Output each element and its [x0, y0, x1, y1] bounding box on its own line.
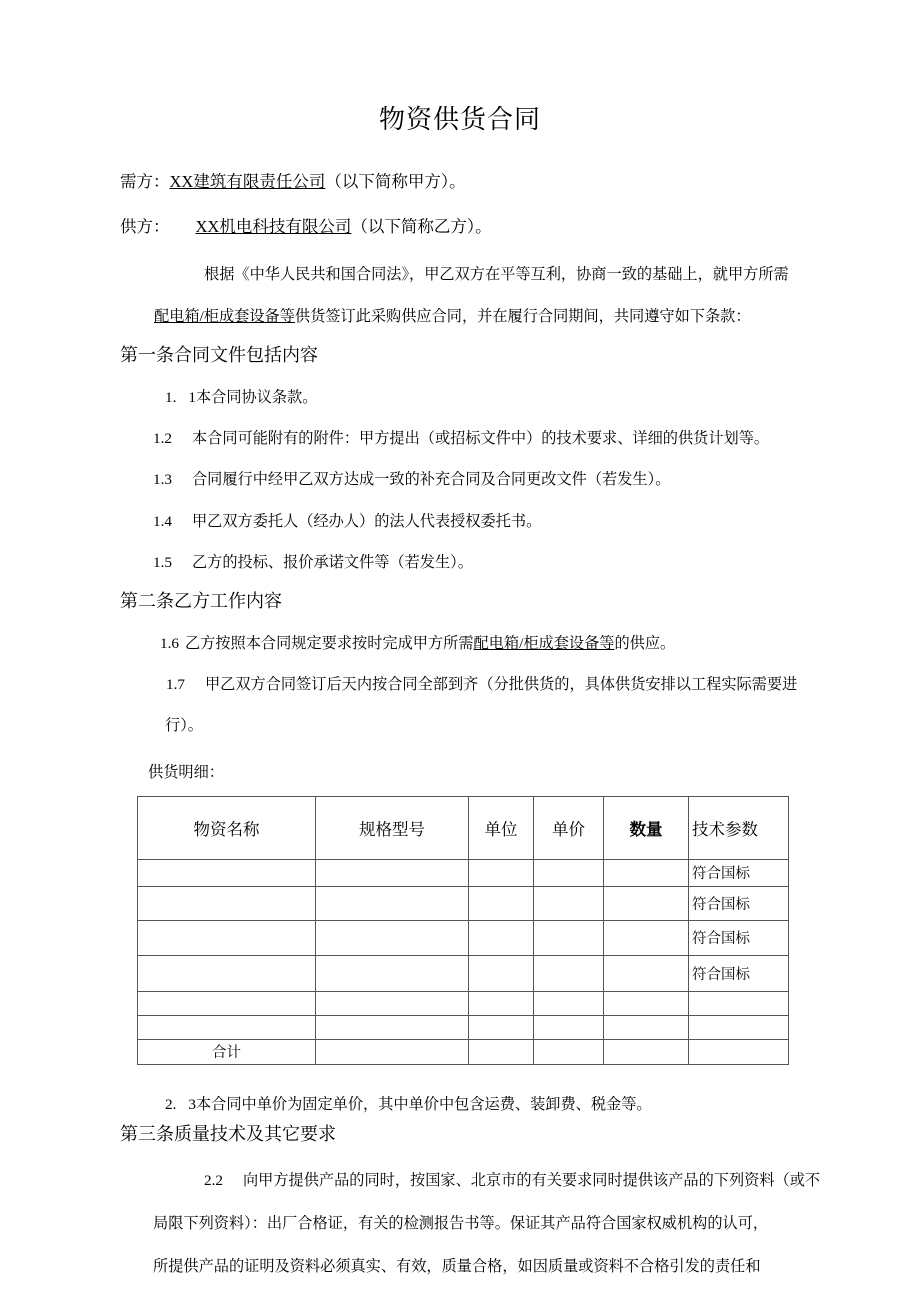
cell-unit-price[interactable]	[534, 920, 604, 955]
goods-table-head	[138, 796, 789, 859]
table-row[interactable]	[138, 955, 789, 991]
goods-table-body	[138, 859, 789, 1064]
cell-unit[interactable]	[469, 955, 534, 991]
clause-1-6-text-before: 乙方按照本合同规定要求按时完成甲方所需	[184, 634, 474, 652]
clause-1-5-number: 1.5	[153, 553, 172, 571]
cell-material-name[interactable]	[138, 886, 316, 920]
clause-2-2-text: 向甲方提供产品的同时，按国家、北京市的有关要求同时提供该产品的下列资料（或不	[242, 1171, 821, 1189]
cell-total-label[interactable]: 合计	[138, 1039, 316, 1064]
cell-material-name[interactable]	[138, 859, 316, 886]
cell-specification[interactable]	[316, 991, 469, 1015]
cell-quantity[interactable]	[604, 920, 689, 955]
clause-1-4	[120, 488, 800, 529]
cell-unit[interactable]	[469, 859, 534, 886]
page-title: 物资供货合同	[378, 105, 541, 134]
cell-tech-params[interactable]	[689, 1015, 789, 1039]
intro-line-2-rest: 供货签订此采购供应合同，并在履行合同期间，共同遵守如下条款：	[294, 307, 751, 325]
section-2-heading: 第二条乙方工作内容	[120, 590, 282, 611]
cell-quantity[interactable]	[604, 886, 689, 920]
clause-1-2-number: 1.2	[153, 430, 172, 448]
table-header-row	[138, 796, 789, 859]
cell-specification[interactable]	[316, 859, 469, 886]
cell-material-name[interactable]	[138, 920, 316, 955]
cell-quantity[interactable]	[604, 955, 689, 991]
table-row[interactable]	[138, 886, 789, 920]
table-row[interactable]	[138, 859, 789, 886]
goods-table	[137, 796, 789, 1065]
table-row[interactable]	[138, 991, 789, 1015]
clause-1-4-number: 1.4	[153, 512, 172, 530]
cell-quantity[interactable]	[604, 1039, 689, 1064]
demand-party-label: 需方：	[120, 171, 170, 191]
supply-party-label: 供方：	[120, 217, 170, 236]
section-1-heading: 第一条合同文件包括内容	[120, 344, 318, 365]
cell-specification[interactable]	[316, 920, 469, 955]
col-header-unit: 单位	[469, 796, 534, 859]
cell-material-name[interactable]	[138, 955, 316, 991]
cell-specification[interactable]	[316, 1039, 469, 1064]
cell-quantity[interactable]	[604, 991, 689, 1015]
clause-1-5-text: 乙方的投标、报价承诺文件等（若发生）。	[191, 553, 473, 571]
cell-specification[interactable]	[316, 886, 469, 920]
cell-tech-params[interactable]: 符合国标	[689, 920, 789, 955]
clause-2-2-number: 2.2	[204, 1171, 223, 1189]
clause-2-3-number: 2.	[165, 1095, 177, 1113]
clause-2-3-text: 3本合同中单价为固定单价，其中单价中包含运费、装卸费、税金等。	[188, 1095, 652, 1113]
cell-unit[interactable]	[469, 1039, 534, 1064]
intro-line-2	[120, 282, 800, 324]
cell-specification[interactable]	[316, 1015, 469, 1039]
clause-1-6-text-after: 的供应。	[614, 634, 676, 652]
supply-detail-label: 供货明细：	[148, 763, 224, 781]
cell-tech-params[interactable]	[689, 991, 789, 1015]
clause-1-3	[120, 446, 800, 487]
clause-1-1-number: 1.	[165, 388, 177, 406]
clause-1-4-text: 甲乙双方委托人（经办人）的法人代表授权委托书。	[191, 512, 542, 530]
cell-unit-price[interactable]	[534, 955, 604, 991]
cell-unit[interactable]	[469, 886, 534, 920]
col-header-material-name: 物资名称	[138, 796, 316, 859]
cell-unit[interactable]	[469, 991, 534, 1015]
cell-material-name[interactable]	[138, 1015, 316, 1039]
clause-1-7-line-1	[120, 651, 800, 692]
cell-unit-price[interactable]	[534, 991, 604, 1015]
clause-2-2-line-1	[120, 1143, 821, 1189]
cell-unit[interactable]	[469, 1015, 534, 1039]
cell-unit-price[interactable]	[534, 1015, 604, 1039]
clause-1-3-text: 合同履行中经甲乙双方达成一致的补充合同及合同更改文件（若发生）。	[191, 471, 671, 489]
clause-2-3	[120, 1065, 800, 1112]
supply-party-line	[120, 190, 800, 236]
demand-party-name: XX建筑有限责任公司	[169, 171, 326, 191]
section-3-heading: 第三条质量技术及其它要求	[120, 1123, 336, 1144]
cell-specification[interactable]	[316, 955, 469, 991]
cell-tech-params[interactable]	[689, 1039, 789, 1064]
cell-unit-price[interactable]	[534, 886, 604, 920]
clause-2-2-line-2: 局限下列资料）：出厂合格证，有关的检测报告书等。保证其产品符合国家权威机构的认可，	[153, 1215, 769, 1233]
clause-1-3-number: 1.3	[153, 471, 172, 489]
col-header-tech-params: 技术参数	[689, 796, 789, 859]
cell-unit-price[interactable]	[534, 859, 604, 886]
col-header-specification: 规格型号	[316, 796, 469, 859]
clause-1-1	[120, 364, 800, 405]
clause-1-7-line-2: 行）。	[165, 717, 203, 735]
clause-1-2-text: 本合同可能附有的附件：甲方提出（或招标文件中）的技术要求、详细的供货计划等。	[191, 430, 770, 448]
clause-2-2-line-3: 所提供产品的证明及资料必须真实、有效，质量合格，如因质量或资料不合格引发的责任和	[153, 1258, 761, 1276]
demand-party-suffix: （以下简称甲方）。	[325, 171, 466, 191]
cell-unit[interactable]	[469, 920, 534, 955]
table-row[interactable]	[138, 920, 789, 955]
clause-1-7-text: 甲乙双方合同签订后天内按合同全部到齐（分批供货的，具体供货安排以工程实际需要进	[204, 676, 798, 694]
clause-1-2	[120, 405, 800, 446]
col-header-unit-price: 单价	[534, 796, 604, 859]
cell-tech-params[interactable]: 符合国标	[689, 886, 789, 920]
clause-1-5	[120, 529, 800, 570]
clause-1-7-number: 1.7	[166, 676, 185, 694]
cell-quantity[interactable]	[604, 1015, 689, 1039]
clause-1-6-underlined-goods: 配电箱/柜成套设备等	[473, 634, 615, 652]
intro-underlined-goods: 配电箱/柜成套设备等	[154, 307, 295, 325]
cell-quantity[interactable]	[604, 859, 689, 886]
cell-tech-params[interactable]: 符合国标	[689, 859, 789, 886]
col-header-quantity: 数量	[604, 796, 689, 859]
goods-table-wrapper	[120, 780, 800, 1065]
supply-party-name: XX机电科技有限公司	[195, 217, 352, 236]
table-total-row[interactable]	[138, 1039, 789, 1064]
cell-material-name[interactable]	[138, 991, 316, 1015]
clause-1-6-number: 1.6	[160, 634, 179, 652]
clause-1-6	[120, 610, 800, 651]
clause-1-1-text: 1本合同协议条款。	[188, 388, 318, 406]
supply-party-suffix: （以下简称乙方）。	[351, 217, 492, 236]
intro-line-1: 根据《中华人民共和国合同法》，甲乙双方在平等互利，协商一致的基础上，就甲方所需	[204, 265, 789, 283]
table-row[interactable]	[138, 1015, 789, 1039]
cell-unit-price[interactable]	[534, 1039, 604, 1064]
demand-party-line	[120, 137, 800, 191]
cell-tech-params[interactable]: 符合国标	[689, 955, 789, 991]
